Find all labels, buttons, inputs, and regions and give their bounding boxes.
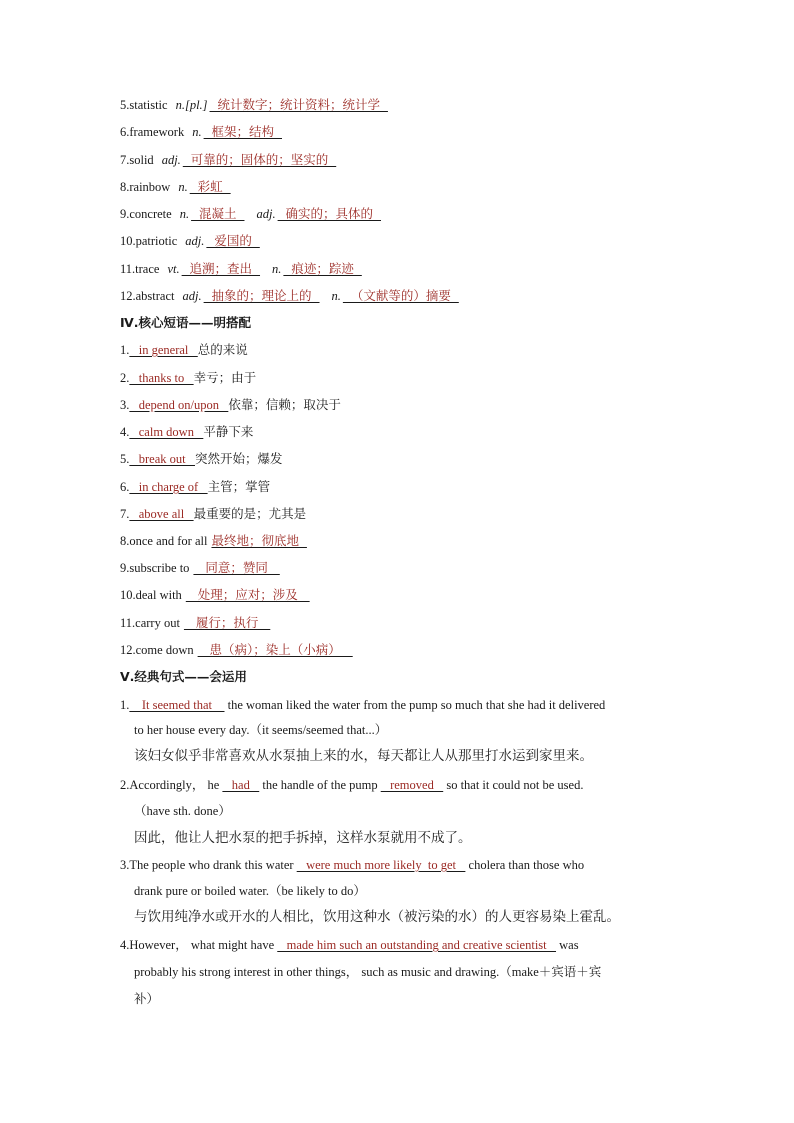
phrase-item-2: 2. thanks to 幸亏；由于	[120, 370, 257, 385]
sentence-3-line-1: 3.The people who drank this water were much more likely to get cholera than those who	[120, 858, 585, 872]
vocab-item-9: 9.concrete n. 混凝土 adj. 确实的；具体的	[120, 206, 381, 221]
phrase-item-7: 7. above all 最重要的是；尤其是	[120, 506, 307, 521]
vocab-item-11: 11.trace vt. 追溯；查出 n. 痕迹；踪迹	[120, 261, 362, 276]
section-iv-heading: Ⅳ.核心短语——明搭配	[120, 315, 251, 330]
sentence-2-line-1: 2.Accordingly， he had the handle of the pump removed so that it could not be used.	[120, 778, 584, 792]
sentence-4-line-1: 4.However， what might have made him such an outstanding and creative scientist was	[120, 938, 579, 952]
sentence-2-line-2: （have sth. done）	[134, 804, 231, 818]
vocab-item-5: 5.statistic n.[pl.] 统计数字；统计资料；统计学	[120, 97, 388, 112]
sentence-3-line-2: drank pure or boiled water.（be likely to do）	[134, 884, 366, 898]
sentence-4-line-3: 补）	[134, 991, 160, 1006]
section-v-heading: Ⅴ.经典句式——会运用	[120, 669, 247, 684]
sentence-1-translation: 该妇女似乎非常喜欢从水泵抽上来的水，每天都让人从那里打水运到家里来。	[134, 748, 593, 764]
phrase-item-12: 12.come down 患（病）；染上（小病）	[120, 642, 353, 657]
phrase-item-3: 3. depend on/upon 依靠；信赖；取决于	[120, 397, 341, 412]
sentence-4-line-2: probably his strong interest in other things， such as music and drawing.（make＋宾语＋宾	[134, 965, 602, 979]
sentence-2-translation: 因此，他让人把水泵的把手拆掉，这样水泵就用不成了。	[134, 830, 472, 846]
vocab-item-7: 7.solid adj. 可靠的；固体的；坚实的	[120, 152, 337, 167]
phrase-item-9: 9.subscribe to 同意；赞同	[120, 560, 280, 575]
vocab-item-10: 10.patriotic adj. 爱国的	[120, 233, 260, 248]
sentence-3-translation: 与饮用纯净水或开水的人相比，饮用这种水（被污染的水）的人更容易染上霍乱。	[134, 909, 620, 925]
sentence-1-line-1: 1. It seemed that the woman liked the water from the pump so much that she had it delivered	[120, 698, 606, 712]
phrase-item-1: 1. in general 总的来说	[120, 342, 248, 357]
phrase-item-10: 10.deal with 处理；应对；涉及	[120, 587, 310, 602]
phrase-item-8: 8.once and for all 最终地；彻底地	[120, 533, 307, 548]
phrase-item-11: 11.carry out 履行；执行	[120, 615, 271, 630]
vocab-item-12: 12.abstract adj. 抽象的；理论上的 n. （文献等的）摘要	[120, 288, 459, 303]
phrase-item-6: 6. in charge of 主管；掌管	[120, 479, 271, 494]
vocab-item-8: 8.rainbow n. 彩虹	[120, 179, 231, 194]
phrase-item-4: 4. calm down 平静下来	[120, 424, 254, 439]
sentence-1-line-2: to her house every day.（it seems/seemed that...）	[134, 723, 388, 737]
phrase-item-5: 5. break out 突然开始；爆发	[120, 451, 283, 466]
vocab-item-6: 6.framework n. 框架；结构	[120, 124, 282, 139]
